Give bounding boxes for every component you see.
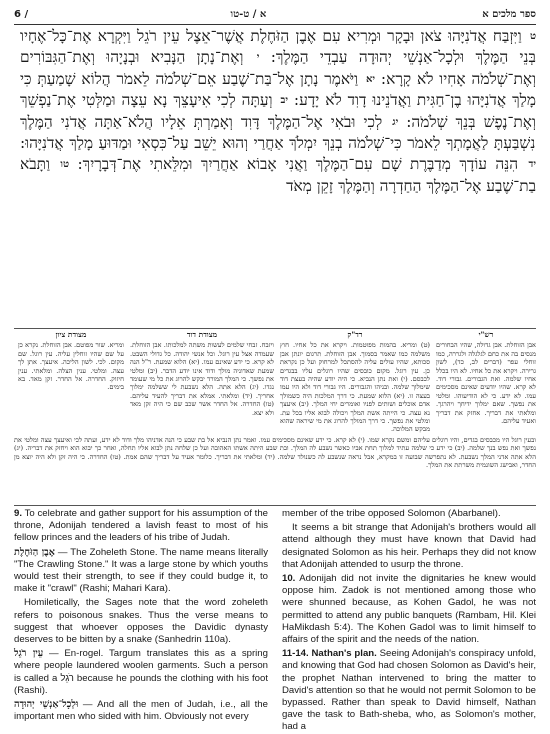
note-text: To celebrate and gather support for his assumption of the throne, Adonijah tendered a lavish feast to most of his fellow princes and the leaders of his tribe of Judah. bbox=[14, 508, 268, 544]
header-divider bbox=[14, 24, 536, 25]
radak-text: (ט) ומריא. בהמות מפוטמות. ויקרא את כל אחיו. חוץ משלמה כמו שאמר בסמוך. אבן הזוחלת. תרגום יונתן אבן סכותא, שהיו עולים עליה להסתכל למרחוק ועל כן נקראת כן. עין רוגל. מקום כובסים שהיו רוגלים עליו בבגדים לכבסם. (י) ואת נתן הנביא. כי היה יודע שהיה בעצת דוד שימלוך שלמה. ובניהו והגבורים. היו גבורי דוד ולא היו עמו בעצה זו. (יא) הלוא שמעת. כי דרך המלכות היה כשמולך אדם אוכלים ושותים לפניו ואומרים יחי המלך. (יב) איעצך נא עצה. כי הייתה אשת המלך ויכולה לבוא אליו בכל עת. ומלטי את נפשך. כי דרך המולך להרוג את מי שיראה שהוא מבקש המלוכה. bbox=[280, 341, 430, 434]
metzudat-zion-heading: מצודת ציון bbox=[55, 330, 87, 339]
chapter-reference: א / ט-טו bbox=[230, 8, 267, 20]
note-paragraph bbox=[282, 508, 536, 520]
note-text: member of the tribe opposed Solomon (Abarbanel). bbox=[282, 508, 501, 519]
metzudat-david-text: ויזבח. זבחי שלמים לעשות משתה למלכותו. אבן הזוחלת. שעמדה אצל עין רוגל. וכל אנשי יהודה. כל גדולי השבט. לא קרא. כי ידע שאינם עמו. (יא) הלוא שמעת. ר"ל הנה שמעת שאדוניה מולך ודוד אינו יודע הדבר. (יב) ומלטי את נפשך. כי המלך המורד יבקש להרוג את כל מי שעומד נגדו. (יג) הלא אתה. הלא נשבעת לי ששלמה ימלוך אחריך. (יד) ומלאתי. אמלא את דבריך להעיד עליהם. (טו) החדרה. אל החדר אשר שכב שם כי היה זקן מאד ולא יצא. bbox=[130, 341, 274, 417]
commentary-columns bbox=[14, 331, 536, 433]
verse-text: וְאֶת־נָתָן הַנָּבִיא וּבְנָיָהוּ וְאֶת־הַגִּבּוֹרִים וְאֶת־שְׁלֹמֹה אָחִיו לֹא קָרָא: bbox=[20, 48, 537, 88]
verse-text: וַיֹּאמֶר נָתָן אֶל־בַּת־שֶׁבַע אֵם־שְׁלֹמֹה לֵאמֹר הֲלוֹא שָׁמַעַתְּ כִּי מָלַךְ אֲדֹנִיָּהוּ בֶן־חַגִּית וַאֲדֹנֵינוּ דָוִד לֹא יָדָע: bbox=[20, 69, 536, 110]
metzudat-david-heading: מצודת דוד bbox=[186, 330, 218, 339]
hebrew-lemma: אֶבֶן הַזֹּחֶלֶת bbox=[14, 546, 55, 558]
commentary-divider bbox=[14, 505, 536, 506]
metzudat-zion-text: ומריא. שור מפוטם. אבן הזוחלת. נקרא כן על שם שהיו זוחלין עליה. עין רוגל. שם מקום. לכי. לשון הליכה. איעצך. אתן לך עצה. ומלטי. ענין הצלה. ומלאתי. ענין חיזוק. החדרה. אל החדר. זקן מאד. בא בימים. bbox=[18, 341, 124, 392]
note-paragraph bbox=[282, 648, 536, 733]
note-text: Homiletically, the Sages note that the word zoheleth refers to poisonous snakes. Thus the verse means to suggest that whoever opposes the Davidic dynasty deserves to be bitten by a snake (Sanhedrin 110a). bbox=[14, 597, 268, 646]
note-text: Adonijah did not invite the dignitaries he knew would oppose him. Zadok is not mentioned among those who were shunned because, as Kohen Gadol, he was not permitted to attend any public banquets (Rambam, Hil. Klei HaMikdash 5:4). The Kohen Gadol was to limit himself to affairs of the spirit and the needs of the nation. bbox=[282, 573, 536, 646]
verse-number: יג bbox=[392, 116, 399, 128]
verse-number: יד bbox=[528, 159, 536, 171]
book-title: ספר מלכים א bbox=[482, 8, 536, 20]
header-titles bbox=[231, 9, 536, 20]
note-text: — And all the men of Judah, i.e., all the important men who sided with him. Obviously not every bbox=[14, 699, 268, 723]
running-header bbox=[14, 6, 536, 22]
note-paragraph bbox=[282, 522, 536, 571]
verse-text: וַתָּבֹא בַת־שֶׁבַע אֶל־הַמֶּלֶךְ הַחַדְרָה וְהַמֶּלֶךְ זָקֵן מְאֹד bbox=[20, 155, 536, 195]
rashi-text: אבן הזוחלת. אבן גדולה, שהיו הבחורים מנסים בה את כחם לגלגלה ולגררה, כמו זוחלי עפר (דברים לב, כד), לשון גרירה. ויקרא את כל אחיו. לא היו בכלל אחיו שלמה. ואת הגבורים. גבורי דוד. לא קרא. שהיו יודעים שאינם מסכימים עמו. לא ידע. כי לא הודיעוהו. ומלטי את נפשך. שאם ימלוך ידיחך ויהרגך. ומלאתי את דבריך. אחזק את דבריך ואעיד עליהם. bbox=[436, 341, 536, 426]
note-title: Nathan's plan. bbox=[311, 648, 377, 660]
hebrew-lemma: וּלְכָל־אַנְשֵׁי יְהוּדָה bbox=[14, 699, 79, 711]
verse-number: ט bbox=[529, 31, 536, 42]
note-paragraph bbox=[14, 597, 268, 646]
note-number: 11-14. bbox=[282, 648, 309, 660]
verse bbox=[69, 155, 536, 173]
note-text: Seeing Adonijah's conspiracy unfold, and knowing that God had chosen Solomon as David's heir, the prophet Nathan intervened to bring the matter to David's attention so that he would not permit Solomon to be bypassed. Rather than speak to David himself, Nathan gave the task to Bath-sheba, who, as Solomon's mother, had a bbox=[282, 648, 537, 733]
commentary-continuation: ובעין רוגל היו מכבסים בגדים, והיו רוגלים עליהם ומשם נקרא שמו. (י) לא קרא. כי ידע שאינם מסכימים עמו. ואמר נתן הנביא אל בת שבע כי הנה אדניהו מלך ודוד לא ידע, ועתה לכי ואיעצך עצה ומלטי את נפשך ואת נפש בנך שלמה. (יב) כי ידע כי שלמה עתיד למלוך תחת אביו כאשר נשבע לה המלך. ובת שבע היתה אשתו האהובה ועל כן שלחה נתן לבוא אליו תחלה, ואחר כך יבוא הוא ויחזק את דבריה. (יג) הלא אתה אדני המלך נשבעת. לא נתפרשה שבועה זו במקרא, אבל נראה שנשבע לה כשנולד שלמה. (יד) ומלאתי את דבריך. כלומר אעיד על דבריך שהם אמת. (טו) החדרה. כי היה זקן ולא היה יוצא מן החדר, ואבישג השונמית משרתת את המלך. bbox=[14, 436, 536, 470]
verse-text: הִנֵּה עוֹדָךְ מְדַבֶּרֶת שָׁם עִם־הַמֶּלֶךְ וַאֲנִי אָבוֹא אַחֲרַיִךְ וּמִלֵּאתִי אֶת־דְּבָרָיִךְ: bbox=[77, 155, 519, 174]
radak-column bbox=[280, 331, 430, 433]
radak-heading: רד"ק bbox=[347, 330, 363, 339]
hebrew-lemma: עֵין רֹגֵל bbox=[14, 648, 44, 660]
verse-text: וַיִּזְבַּח אֲדֹנִיָּהוּ צֹאן וּבָקָר וּמְרִיא עִם אֶבֶן הַזֹּחֶלֶת אֲשֶׁר־אֵצֶל עֵין רֹגֵל וַיִּקְרָא אֶת־כָּל־אֶחָיו בְּנֵי הַמֶּלֶךְ וּלְכָל־אַנְשֵׁי יְהוּדָה עַבְדֵי הַמֶּלֶךְ: bbox=[20, 27, 536, 67]
note-paragraph bbox=[282, 573, 536, 646]
scripture-text bbox=[20, 26, 536, 326]
page-number: 6 / bbox=[14, 8, 29, 20]
metzudat-david-column bbox=[130, 331, 274, 433]
english-column-right bbox=[282, 508, 537, 733]
note-text: — En-rogel. Targum translates this as a spring where people laundered woolen garments. Such a person is called a רֹגֵל because he pounds the clothing with his foot (Rashi). bbox=[14, 648, 268, 696]
note-paragraph bbox=[14, 699, 268, 723]
rashi-column bbox=[436, 331, 536, 433]
note-number: 9. bbox=[14, 508, 23, 519]
rashi-heading: רש"י bbox=[478, 330, 494, 339]
verse-number: יב bbox=[280, 95, 288, 107]
english-commentary bbox=[14, 508, 537, 733]
note-text: — The Zoheleth Stone. The name means literally "The Crawling Stone." It was a large stone by which youths would test their strength, to see if they could budge it, to make it "crawl" (Rashi; Mahari Kara). bbox=[14, 546, 268, 595]
note-number: 10. bbox=[282, 573, 296, 585]
note-paragraph bbox=[14, 508, 268, 545]
verse-number: טו bbox=[60, 159, 70, 171]
note-text: It seems a bit strange that Adonijah's brothers would all attend although they must have known that David had designated Solomon as his heir. Perhaps they did not know that Adonijah attended to usurp the throne. bbox=[282, 522, 536, 570]
verse-number: י bbox=[256, 52, 260, 64]
verse-number: יא bbox=[366, 73, 376, 85]
metzudat-zion-column bbox=[18, 331, 124, 433]
note-paragraph bbox=[14, 547, 268, 596]
verse-text: לְכִי וּבֹאִי אֶל־הַמֶּלֶךְ דָּוִד וְאָמַרְתְּ אֵלָיו הֲלֹא־אַתָּה אֲדֹנִי הַמֶּלֶךְ נִשְׁבַּעְתָּ לַאֲמָתְךָ לֵאמֹר כִּי־שְׁלֹמֹה בְנֵךְ יִמְלֹךְ אַחֲרַי וְהוּא יֵשֵׁב עַל־כִּסְאִי וּמַדּוּעַ מָלַךְ אֲדֹנִיָּהוּ: bbox=[20, 112, 536, 153]
scripture-divider bbox=[14, 328, 536, 329]
note-paragraph bbox=[14, 648, 268, 697]
verse-text: וְעַתָּה לְכִי אִיעָצֵךְ נָא עֵצָה וּמַלְּטִי אֶת־נַפְשֵׁךְ וְאֶת־נֶפֶשׁ בְּנֵךְ שְׁלֹמֹה: bbox=[20, 91, 536, 131]
english-column-left bbox=[14, 508, 268, 723]
